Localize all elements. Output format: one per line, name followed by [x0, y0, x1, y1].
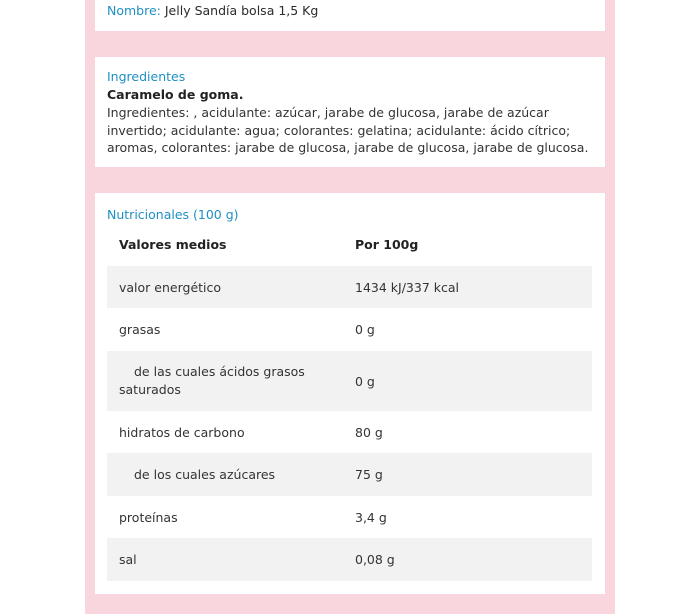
- row-label: valor energético: [119, 279, 222, 295]
- row-value: 1434 kJ/337 kcal: [355, 279, 459, 295]
- nutrition-table-header: [107, 223, 592, 266]
- row-label: hidratos de carbono: [119, 424, 245, 440]
- row-label: sal: [119, 552, 137, 567]
- product-name-value: Jelly Sandía bolsa 1,5 Kg: [164, 3, 319, 18]
- header-col-values: Valores medios: [119, 237, 227, 252]
- table-row: [107, 538, 592, 581]
- row-value: 80 g: [355, 424, 383, 440]
- table-row: [107, 496, 592, 538]
- row-value: 75 g: [355, 467, 383, 482]
- row-label: grasas: [119, 322, 161, 337]
- row-label: proteínas: [119, 509, 178, 525]
- row-label: de las cuales ácidos grasos saturados: [119, 364, 305, 397]
- product-name-card: [95, 0, 605, 31]
- row-label: de los cuales azúcares: [134, 467, 276, 482]
- row-value: 0,08 g: [355, 552, 395, 567]
- ingredients-card: [95, 57, 605, 167]
- row-value: 0 g: [355, 322, 375, 337]
- nutrition-table: [107, 223, 592, 581]
- table-row: [107, 308, 592, 351]
- table-row: [107, 453, 592, 496]
- table-row: [107, 411, 592, 453]
- table-row: [107, 351, 592, 411]
- ingredients-title: Ingredientes: [107, 69, 186, 84]
- nutrition-card: [95, 193, 605, 594]
- row-value: 0 g: [355, 373, 375, 389]
- product-name-line: [107, 3, 318, 18]
- nutrition-title: Nutricionales (100 g): [107, 207, 239, 222]
- ingredients-subtitle: Caramelo de goma.: [107, 87, 244, 102]
- row-value: 3,4 g: [355, 509, 387, 525]
- header-col-per100: Por 100g: [355, 237, 419, 252]
- ingredients-text: Ingredientes: , acidulante: azúcar, jarabe de glucosa, jarabe de azúcar invertido; acidulante: agua; colorantes: gelatina; acidulante: ácido cítrico; aromas, colorantes: jarabe de glucosa, jarabe de glucosa, jarabe de glucosa.: [107, 105, 589, 155]
- table-row: [107, 266, 592, 308]
- product-name-label: Nombre:: [107, 3, 161, 18]
